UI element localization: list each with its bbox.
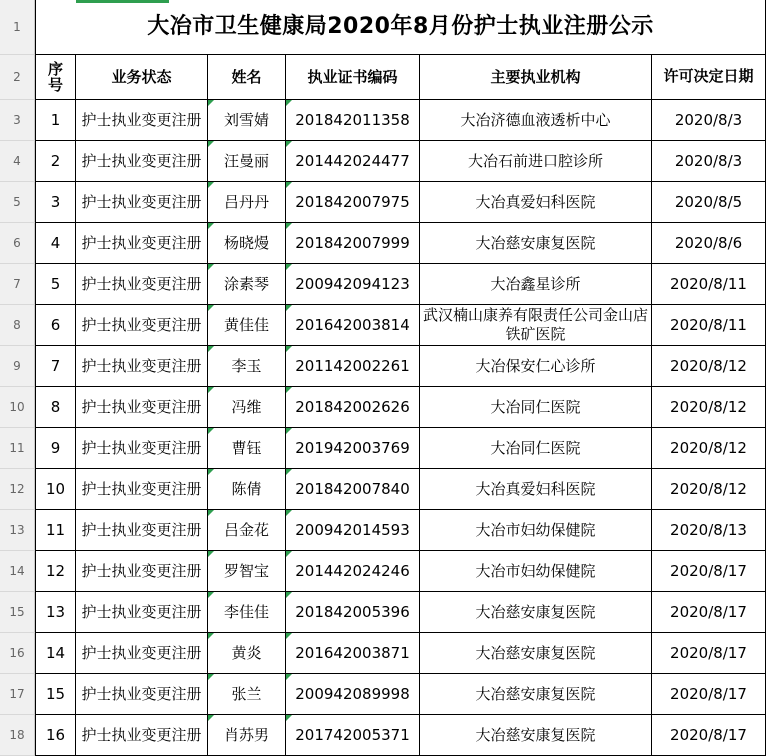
cell-status[interactable]: 护士执业变更注册 [76, 141, 208, 182]
cell-org[interactable]: 武汉楠山康养有限责任公司金山店铁矿医院 [420, 305, 652, 346]
cell-name[interactable] [208, 510, 286, 551]
cell-cert-text: 201842007840 [295, 480, 410, 498]
cell-cert-text: 201842005396 [295, 603, 410, 621]
cell-name-text: 李玉 [231, 357, 262, 375]
text-format-indicator-icon [208, 592, 214, 598]
cell-date[interactable]: 2020/8/11 [652, 264, 766, 305]
cell-cert-text: 201742005371 [295, 726, 410, 744]
cell-status[interactable]: 护士执业变更注册 [76, 346, 208, 387]
cell-name[interactable] [208, 428, 286, 469]
cell-status[interactable]: 护士执业变更注册 [76, 674, 208, 715]
cell-seq[interactable]: 7 [35, 346, 76, 387]
cell-status[interactable]: 护士执业变更注册 [76, 387, 208, 428]
cell-org[interactable]: 大冶慈安康复医院 [420, 715, 652, 756]
cell-seq[interactable]: 8 [35, 387, 76, 428]
text-format-indicator-icon [286, 305, 292, 311]
cell-date[interactable]: 2020/8/12 [652, 469, 766, 510]
text-format-indicator-icon [208, 223, 214, 229]
row-header-7[interactable]: 7 [0, 264, 35, 305]
cell-name-text: 刘雪婧 [223, 111, 269, 129]
cell-status[interactable]: 护士执业变更注册 [76, 264, 208, 305]
cell-name-text: 吕金花 [223, 521, 269, 539]
cell-name-text: 黄炎 [231, 644, 262, 662]
cell-cert-text: 200942089998 [295, 685, 410, 703]
text-format-indicator-icon [286, 182, 292, 188]
cell-cert-text: 201842002626 [295, 398, 410, 416]
cell-name[interactable] [208, 633, 286, 674]
text-format-indicator-icon [208, 715, 214, 721]
row-header-6[interactable]: 6 [0, 223, 35, 264]
cell-name-text: 罗智宝 [223, 562, 269, 580]
cell-date[interactable]: 2020/8/5 [652, 182, 766, 223]
text-format-indicator-icon [208, 469, 214, 475]
cell-status[interactable]: 护士执业变更注册 [76, 182, 208, 223]
text-format-indicator-icon [208, 551, 214, 557]
cell-name[interactable] [208, 715, 286, 756]
cell-name-text: 李佳佳 [223, 603, 269, 621]
cell-date[interactable]: 2020/8/3 [652, 141, 766, 182]
cell-date[interactable]: 2020/8/3 [652, 100, 766, 141]
cell-org[interactable]: 大冶慈安康复医院 [420, 592, 652, 633]
column-header-status[interactable]: 业务状态 [76, 55, 208, 100]
cell-org[interactable]: 大冶保安仁心诊所 [420, 346, 652, 387]
row-header-5[interactable]: 5 [0, 182, 35, 223]
cell-org[interactable]: 大冶真爱妇科医院 [420, 469, 652, 510]
text-format-indicator-icon [286, 510, 292, 516]
cell-cert[interactable] [286, 674, 420, 715]
cell-org[interactable]: 大冶鑫星诊所 [420, 264, 652, 305]
cell-org[interactable]: 大冶真爱妇科医院 [420, 182, 652, 223]
cell-status[interactable]: 护士执业变更注册 [76, 551, 208, 592]
row-header-3[interactable]: 3 [0, 100, 35, 141]
cell-status[interactable]: 护士执业变更注册 [76, 469, 208, 510]
text-format-indicator-icon [208, 387, 214, 393]
cell-org[interactable]: 大冶同仁医院 [420, 428, 652, 469]
cell-org[interactable]: 大冶同仁医院 [420, 387, 652, 428]
cell-cert[interactable] [286, 141, 420, 182]
cell-name[interactable] [208, 305, 286, 346]
text-format-indicator-icon [208, 264, 214, 270]
cell-seq[interactable]: 13 [35, 592, 76, 633]
column-header-org[interactable]: 主要执业机构 [420, 55, 652, 100]
row-header-9[interactable]: 9 [0, 346, 35, 387]
cell-org[interactable]: 大冶济德血液透析中心 [420, 100, 652, 141]
text-format-indicator-icon [208, 674, 214, 680]
text-format-indicator-icon [208, 346, 214, 352]
row-header-13[interactable]: 13 [0, 510, 35, 551]
cell-seq[interactable]: 16 [35, 715, 76, 756]
text-format-indicator-icon [286, 551, 292, 557]
row-header-17[interactable]: 17 [0, 674, 35, 715]
cell-name[interactable] [208, 100, 286, 141]
cell-seq[interactable]: 11 [35, 510, 76, 551]
text-format-indicator-icon [286, 469, 292, 475]
cell-seq[interactable]: 14 [35, 633, 76, 674]
cell-seq[interactable]: 5 [35, 264, 76, 305]
cell-date[interactable]: 2020/8/17 [652, 551, 766, 592]
cell-date[interactable]: 2020/8/12 [652, 387, 766, 428]
cell-name-text: 吕丹丹 [223, 193, 269, 211]
cell-name-text: 张兰 [231, 685, 262, 703]
row-header-8[interactable]: 8 [0, 305, 35, 346]
cell-cert[interactable] [286, 469, 420, 510]
cell-name-text: 肖苏男 [223, 726, 269, 744]
cell-cert[interactable] [286, 305, 420, 346]
text-format-indicator-icon [208, 100, 214, 106]
row-header-18[interactable]: 18 [0, 715, 35, 756]
cell-cert[interactable] [286, 592, 420, 633]
cell-name[interactable] [208, 674, 286, 715]
cell-date[interactable]: 2020/8/12 [652, 346, 766, 387]
text-format-indicator-icon [286, 592, 292, 598]
row-header-16[interactable]: 16 [0, 633, 35, 674]
cell-date[interactable]: 2020/8/17 [652, 592, 766, 633]
cell-date[interactable]: 2020/8/17 [652, 674, 766, 715]
cell-cert-text: 201842011358 [295, 111, 410, 129]
cell-name-text: 冯维 [231, 398, 262, 416]
cell-cert-text: 200942014593 [295, 521, 410, 539]
text-format-indicator-icon [208, 510, 214, 516]
cell-name-text: 涂素琴 [223, 275, 269, 293]
row-header-15[interactable]: 15 [0, 592, 35, 633]
cell-cert-text: 201842007999 [295, 234, 410, 252]
cell-name[interactable] [208, 592, 286, 633]
cell-name[interactable] [208, 264, 286, 305]
cell-status[interactable]: 护士执业变更注册 [76, 428, 208, 469]
cell-cert-text: 201442024477 [295, 152, 410, 170]
page-title[interactable]: 大冶市卫生健康局2020年8月份护士执业注册公示 [35, 0, 766, 55]
cell-cert[interactable] [286, 633, 420, 674]
cell-date[interactable]: 2020/8/17 [652, 715, 766, 756]
column-header-name[interactable]: 姓名 [208, 55, 286, 100]
cell-seq[interactable]: 10 [35, 469, 76, 510]
row-header-12[interactable]: 12 [0, 469, 35, 510]
cell-cert[interactable] [286, 428, 420, 469]
text-format-indicator-icon [286, 100, 292, 106]
column-header-cert[interactable]: 执业证书编码 [286, 55, 420, 100]
cell-seq[interactable]: 15 [35, 674, 76, 715]
cell-date[interactable]: 2020/8/11 [652, 305, 766, 346]
cell-cert-text: 201942003769 [295, 439, 410, 457]
cell-cert[interactable] [286, 346, 420, 387]
cell-cert[interactable] [286, 510, 420, 551]
text-format-indicator-icon [208, 141, 214, 147]
cell-status[interactable]: 护士执业变更注册 [76, 715, 208, 756]
cell-status[interactable]: 护士执业变更注册 [76, 100, 208, 141]
text-format-indicator-icon [286, 141, 292, 147]
cell-cert[interactable] [286, 387, 420, 428]
cell-status[interactable]: 护士执业变更注册 [76, 223, 208, 264]
text-format-indicator-icon [286, 387, 292, 393]
cell-cert[interactable] [286, 182, 420, 223]
text-format-indicator-icon [208, 182, 214, 188]
text-format-indicator-icon [286, 715, 292, 721]
cell-cert[interactable] [286, 264, 420, 305]
cell-seq[interactable]: 4 [35, 223, 76, 264]
cell-name-text: 陈倩 [231, 480, 262, 498]
row-header-14[interactable]: 14 [0, 551, 35, 592]
cell-status[interactable]: 护士执业变更注册 [76, 592, 208, 633]
text-format-indicator-icon [286, 346, 292, 352]
cell-name-text: 汪曼丽 [223, 152, 269, 170]
text-format-indicator-icon [208, 633, 214, 639]
cell-cert-text: 201142002261 [295, 357, 410, 375]
cell-seq[interactable]: 9 [35, 428, 76, 469]
text-format-indicator-icon [208, 428, 214, 434]
row-header-4[interactable]: 4 [0, 141, 35, 182]
cell-name[interactable] [208, 182, 286, 223]
cell-date[interactable]: 2020/8/12 [652, 428, 766, 469]
cell-name-text: 黄佳佳 [223, 316, 269, 334]
cell-cert[interactable] [286, 551, 420, 592]
text-format-indicator-icon [208, 305, 214, 311]
text-format-indicator-icon [286, 428, 292, 434]
cell-cert-text: 201842007975 [295, 193, 410, 211]
cell-cert[interactable] [286, 100, 420, 141]
text-format-indicator-icon [286, 264, 292, 270]
column-header-date[interactable]: 许可决定日期 [652, 55, 766, 100]
cell-name[interactable] [208, 223, 286, 264]
cell-date[interactable]: 2020/8/6 [652, 223, 766, 264]
cell-cert-text: 201442024246 [295, 562, 410, 580]
cell-seq[interactable]: 1 [35, 100, 76, 141]
cell-name[interactable] [208, 551, 286, 592]
cell-seq[interactable]: 6 [35, 305, 76, 346]
cell-org[interactable]: 大冶慈安康复医院 [420, 633, 652, 674]
cell-status[interactable]: 护士执业变更注册 [76, 305, 208, 346]
text-format-indicator-icon [286, 223, 292, 229]
cell-org[interactable]: 大冶慈安康复医院 [420, 674, 652, 715]
cell-cert-text: 201642003814 [295, 316, 410, 334]
cell-seq[interactable]: 12 [35, 551, 76, 592]
cell-date[interactable]: 2020/8/13 [652, 510, 766, 551]
column-header-seq[interactable]: 序号 [35, 55, 76, 100]
cell-name[interactable] [208, 469, 286, 510]
cell-org[interactable]: 大冶市妇幼保健院 [420, 551, 652, 592]
cell-date[interactable]: 2020/8/17 [652, 633, 766, 674]
row-header-1[interactable]: 1 [0, 0, 35, 55]
cell-seq[interactable]: 3 [35, 182, 76, 223]
row-header-11[interactable]: 11 [0, 428, 35, 469]
cell-org[interactable]: 大冶市妇幼保健院 [420, 510, 652, 551]
cell-cert-text: 201642003871 [295, 644, 410, 662]
cell-name-text: 杨晓熳 [223, 234, 269, 252]
cell-seq[interactable]: 2 [35, 141, 76, 182]
cell-org[interactable]: 大冶石前进口腔诊所 [420, 141, 652, 182]
cell-cert[interactable] [286, 715, 420, 756]
cell-cert-text: 200942094123 [295, 275, 410, 293]
row-header-2[interactable]: 2 [0, 55, 35, 100]
cell-org[interactable]: 大冶慈安康复医院 [420, 223, 652, 264]
row-header-10[interactable]: 10 [0, 387, 35, 428]
cell-name[interactable] [208, 346, 286, 387]
cell-name[interactable] [208, 387, 286, 428]
cell-status[interactable]: 护士执业变更注册 [76, 633, 208, 674]
text-format-indicator-icon [286, 674, 292, 680]
cell-name-text: 曹钰 [231, 439, 262, 457]
cell-cert[interactable] [286, 223, 420, 264]
text-format-indicator-icon [286, 633, 292, 639]
cell-name[interactable] [208, 141, 286, 182]
cell-status[interactable]: 护士执业变更注册 [76, 510, 208, 551]
